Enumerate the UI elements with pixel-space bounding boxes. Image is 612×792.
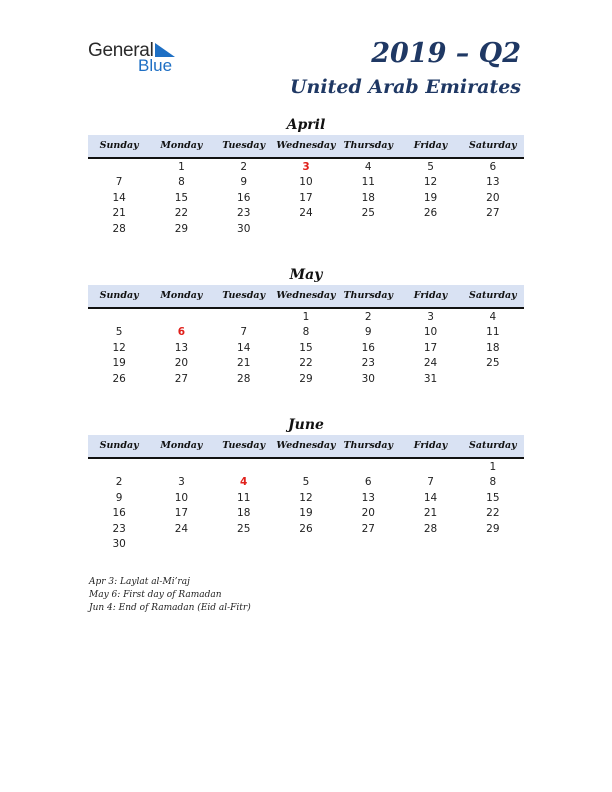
day-cell: 11: [486, 326, 500, 339]
day-cell: [213, 460, 275, 475]
day-cell: 3: [427, 311, 434, 323]
day-cell: 5: [427, 161, 434, 173]
day-cell: 14: [423, 491, 438, 504]
week-row: [88, 222, 524, 237]
day-cell: 11: [361, 176, 375, 189]
day-cell: 6: [364, 476, 372, 489]
weekday-header: [88, 135, 524, 159]
week-row: [88, 175, 524, 190]
weekday-header: [88, 435, 524, 459]
weekday-label: Wednesday: [276, 440, 336, 451]
day-cell: 1: [489, 461, 497, 473]
weekday-label: Sunday: [99, 140, 139, 151]
day-cell: 5: [302, 476, 310, 489]
day-cell: 28: [112, 222, 126, 235]
month-june: [88, 415, 524, 552]
day-cell: 13: [486, 176, 500, 189]
day-cell: 15: [486, 491, 500, 504]
day-cell: 31: [423, 372, 438, 385]
week-row: [88, 460, 524, 475]
day-cell: 4: [489, 311, 497, 323]
day-cell: 12: [112, 341, 126, 354]
day-cell: 28: [237, 372, 251, 385]
day-cell: 25: [237, 522, 251, 535]
weekday-label: Saturday: [469, 140, 517, 151]
weekday-label: Thursday: [343, 290, 394, 301]
day-cell: 16: [237, 191, 251, 204]
day-cell: 7: [115, 176, 123, 189]
day-cell: [213, 537, 275, 552]
day-cell: 10: [174, 491, 189, 504]
day-cell: [399, 460, 461, 475]
day-cell: 30: [361, 372, 375, 385]
holiday-note: Jun 4: End of Ramadan (Eid al-Fitr): [89, 603, 251, 613]
day-cell: 14: [237, 341, 251, 354]
day-cell: 16: [361, 341, 375, 354]
weekday-label: Wednesday: [276, 140, 336, 151]
day-cell: 23: [237, 207, 251, 220]
day-cell: 18: [237, 507, 251, 520]
holiday-note: Apr 3: Laylat al-Mi’raj: [89, 577, 190, 587]
day-cell: 27: [361, 522, 375, 535]
holiday-notes: [89, 576, 251, 615]
day-cell: 1: [178, 161, 185, 173]
day-cell: [462, 372, 524, 387]
day-cell: 14: [112, 191, 126, 204]
weekday-label: Sunday: [99, 290, 139, 301]
day-cell: 19: [423, 191, 438, 204]
day-cell: [462, 537, 524, 552]
weekday-label: Thursday: [343, 440, 394, 451]
day-cell: 23: [112, 522, 126, 535]
week-row: [88, 506, 524, 521]
month-title: May: [289, 267, 323, 283]
week-row: [88, 325, 524, 340]
weekday-label: Friday: [413, 290, 448, 301]
day-cell: 9: [240, 176, 248, 189]
day-cell: 17: [299, 191, 313, 204]
day-cell: 26: [423, 207, 438, 220]
day-cell: 21: [423, 507, 438, 520]
week-row: [88, 191, 524, 206]
weekday-label: Sunday: [99, 440, 139, 451]
page-title: 2019 – Q2: [371, 38, 521, 69]
logo-text-general: General: [88, 40, 154, 61]
day-cell: 20: [174, 357, 189, 370]
logo-text-blue: Blue: [138, 56, 173, 75]
day-cell: 10: [299, 176, 313, 189]
month-title: June: [288, 417, 324, 433]
day-cell: 30: [237, 222, 251, 235]
day-cell: 18: [486, 341, 500, 354]
holiday-day-cell: 6: [177, 326, 186, 339]
day-cell: 15: [299, 341, 313, 354]
day-cell: 18: [361, 191, 375, 204]
day-cell: [337, 537, 399, 552]
day-cell: [337, 460, 399, 475]
day-cell: 8: [489, 476, 497, 489]
logo-triangle-icon: [155, 43, 175, 57]
day-cell: 2: [364, 311, 372, 323]
day-cell: 24: [299, 207, 313, 220]
day-cell: 4: [364, 161, 372, 173]
day-cell: [150, 537, 212, 552]
weekday-header: [88, 285, 524, 309]
day-cell: 24: [423, 357, 438, 370]
day-cell: 23: [361, 357, 375, 370]
weekday-label: Friday: [413, 440, 448, 451]
month-april: [88, 115, 524, 237]
holiday-day-cell: 3: [302, 161, 310, 173]
weekday-label: Wednesday: [276, 290, 336, 301]
weekday-label: Thursday: [343, 140, 394, 151]
weekday-label: Tuesday: [222, 440, 266, 451]
holiday-day-cell: 4: [240, 476, 248, 489]
day-cell: 9: [115, 491, 123, 504]
day-cell: 28: [423, 522, 438, 535]
day-cell: 22: [486, 507, 500, 520]
week-row: [88, 341, 524, 356]
day-cell: 17: [423, 341, 438, 354]
day-cell: 21: [237, 357, 251, 370]
day-cell: 21: [112, 207, 126, 220]
day-cell: 12: [423, 176, 438, 189]
day-cell: 24: [174, 522, 189, 535]
day-cell: 15: [174, 191, 189, 204]
day-cell: 26: [299, 522, 313, 535]
day-cell: 22: [174, 207, 189, 220]
day-cell: 7: [427, 476, 434, 489]
month-title: April: [286, 117, 326, 133]
weekday-label: Monday: [160, 290, 203, 301]
day-cell: 19: [112, 357, 126, 370]
day-cell: [275, 222, 337, 237]
page-subtitle: United Arab Emirates: [289, 76, 521, 98]
week-row: [88, 522, 524, 537]
day-cell: 12: [299, 491, 313, 504]
day-cell: 3: [178, 476, 185, 489]
week-row: [88, 310, 524, 325]
day-cell: 7: [240, 326, 248, 339]
week-row: [88, 372, 524, 387]
day-cell: [150, 460, 212, 475]
day-cell: 27: [486, 207, 500, 220]
week-row: [88, 160, 524, 175]
day-cell: [213, 310, 275, 325]
day-cell: [88, 160, 150, 175]
day-cell: 29: [299, 372, 313, 385]
day-cell: [88, 460, 150, 475]
day-cell: 8: [178, 176, 185, 189]
day-cell: [275, 537, 337, 552]
week-row: [88, 491, 524, 506]
logo: [88, 40, 198, 76]
day-cell: 25: [361, 207, 375, 220]
day-cell: 10: [423, 326, 438, 339]
day-cell: [337, 222, 399, 237]
day-cell: 29: [486, 522, 500, 535]
weekday-label: Tuesday: [222, 140, 266, 151]
weekday-label: Monday: [160, 440, 203, 451]
day-cell: [275, 460, 337, 475]
day-cell: 9: [364, 326, 372, 339]
week-row: [88, 356, 524, 371]
weekday-label: Saturday: [469, 290, 517, 301]
day-cell: 5: [115, 326, 123, 339]
day-cell: 11: [237, 491, 251, 504]
day-cell: [399, 222, 461, 237]
week-row: [88, 206, 524, 221]
month-may: [88, 265, 524, 387]
day-cell: 19: [299, 507, 313, 520]
day-cell: 26: [112, 372, 126, 385]
day-cell: 27: [174, 372, 189, 385]
day-cell: 22: [299, 357, 313, 370]
day-cell: 1: [302, 311, 310, 323]
day-cell: 20: [486, 191, 500, 204]
week-row: [88, 537, 524, 552]
day-cell: 13: [174, 341, 189, 354]
day-cell: [88, 310, 150, 325]
day-cell: 25: [486, 357, 500, 370]
day-cell: 13: [361, 491, 375, 504]
week-row: [88, 475, 524, 490]
holiday-note: May 6: First day of Ramadan: [89, 590, 222, 600]
day-cell: 2: [115, 476, 123, 489]
day-cell: 29: [174, 222, 189, 235]
day-cell: 8: [302, 326, 310, 339]
day-cell: 30: [112, 537, 126, 550]
day-cell: 6: [489, 161, 497, 173]
day-cell: [462, 222, 524, 237]
weekday-label: Saturday: [469, 440, 517, 451]
day-cell: 20: [361, 507, 375, 520]
day-cell: [399, 537, 461, 552]
day-cell: 16: [112, 507, 126, 520]
day-cell: 2: [240, 161, 248, 173]
weekday-label: Monday: [160, 140, 203, 151]
weekday-label: Tuesday: [222, 290, 266, 301]
day-cell: 17: [174, 507, 189, 520]
weekday-label: Friday: [413, 140, 448, 151]
day-cell: [150, 310, 212, 325]
